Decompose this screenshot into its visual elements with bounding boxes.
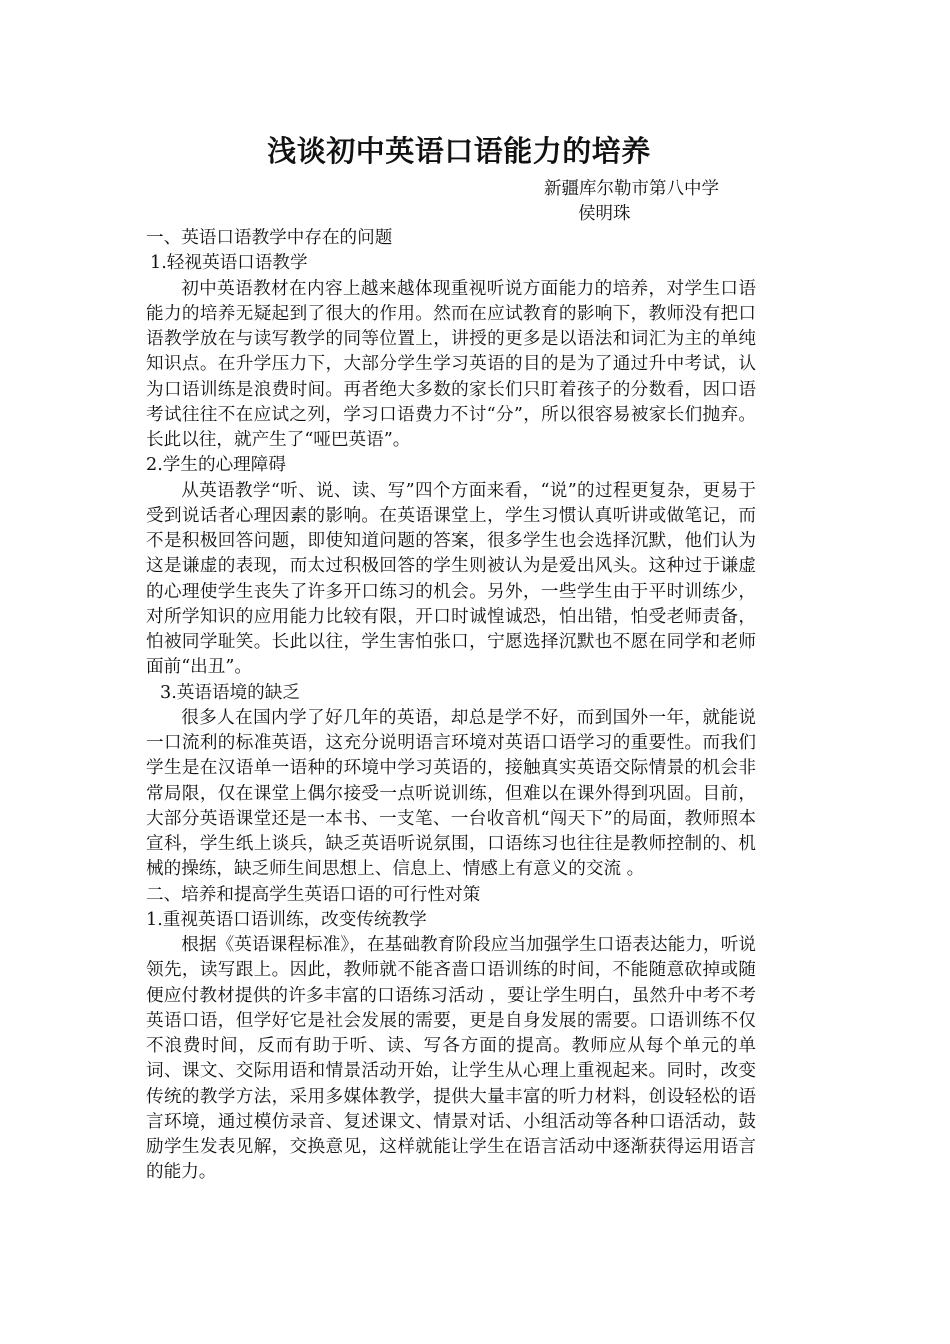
author-school: 新疆库尔勒市第八中学: [544, 179, 719, 199]
section-heading-2: 二、培养和提高学生英语口语的可行性对策: [146, 884, 481, 905]
section-heading-1: 一、英语口语教学中存在的问题: [146, 228, 393, 248]
article-body: [146, 226, 756, 1186]
subsection-heading-2: 2.学生的心理障碍: [146, 455, 286, 476]
subsection-heading-4: 1.重视英语口语训练，改变传统教学: [146, 909, 427, 930]
paragraph-2: 从英语教学“听、说、读、写”四个方面来看，“说”的过程更复杂，更易于受到说话者心理因素的影响。在英语课堂上，学生习惯认真听讲或做笔记，而不是积极回答问题，即使知道问题的答案，很多学生也会选择沉默，他们认为这是谦虚的表现，而太过积极回答的学生则被认为是爱出风头。这种过于谦虚的心理使学生丧失了许多开口练习的机会。另外，一些学生由于平时训练少，对所学知识的应用能力比较有限，开口时诚惶诚恐，怕出错，怕受老师责备，怕被同学耻笑。长此以往，学生害怕张口，宁愿选择沉默也不愿在同学和老师面前“出丑”。: [146, 480, 756, 678]
document-title: 浅谈初中英语口语能力的培养: [267, 134, 651, 168]
paragraph-1: 初中英语教材在内容上越来越体现重视听说方面能力的培养，对学生口语能力的培养无疑起到了很大的作用。然而在应试教育的影响下，教师没有把口语教学放在与读写教学的同等位置上，讲授的更多是以语法和词汇为主的单纯知识点。在升学压力下，大部分学生学习英语的目的是为了通过升中考试，认为口语训练是浪费时间。再者绝大多数的家长们只盯着孩子的分数看，因口语考试往往不在应试之列，学习口语费力不讨“分”，所以很容易被家长们抛弃。长此以往，就产生了“哑巴英语”。: [146, 278, 756, 450]
paragraph-4: 根据《英语课程标准》，在基础教育阶段应当加强学生口语表达能力，听说领先，读写跟上。因此，教师就不能吝啬口语训练的时间，不能随意砍掉或随便应付教材提供的许多丰富的口语练习活动 ，要让学生明白，虽然升中考不考英语口语，但学好它是社会发展的需要，更是自身发展的需要。口语训练不仅不浪费时间，反而有助于听、读、写各方面的提高。教师应从每个单元的单词、课文、交际用语和情景活动开始，让学生从心理上重视起来。同时，改变传统的教学方法，采用多媒体教学，提供大量丰富的听力材料，创设轻松的语言环境，通过模仿录音、复述课文、情景对话、小组活动等各种口语活动，鼓励学生发表见解，交换意见，这样就能让学生在语言活动中逐渐获得运用语言的能力。: [146, 935, 756, 1183]
subsection-heading-1: 1.轻视英语口语教学: [150, 253, 308, 274]
subsection-heading-3: 3.英语语境的缺乏: [160, 682, 300, 703]
paragraph-3: 很多人在国内学了好几年的英语，却总是学不好，而到国外一年，就能说一口流利的标准英语，这充分说明语言环境对英语口语学习的重要性。而我们学生是在汉语单一语种的环境中学习英语的，接触真实英语交际情景的机会非常局限，仅在课堂上偶尔接受一点听说训练，但难以在课外得到巩固。目前，大部分英语课堂还是一本书、一支笔、一台收音机“闯天下”的局面，教师照本宣科，学生纸上谈兵，缺乏英语听说氛围，口语练习也往往是教师控制的、机械的操练，缺乏师生间思想上、信息上、情感上有意义的交流 。: [146, 707, 756, 880]
author-name: 侯明珠: [578, 204, 631, 224]
